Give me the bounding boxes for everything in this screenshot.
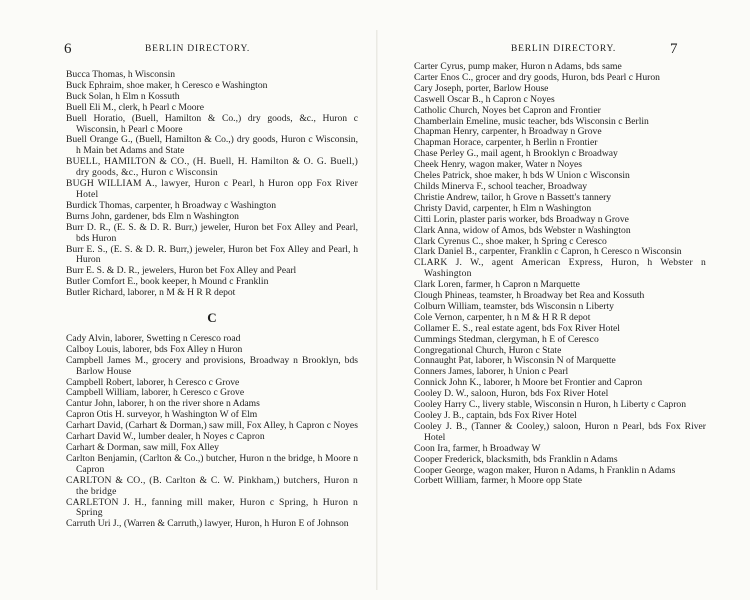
right-page (378, 0, 750, 600)
directory-entry: Chase Perley G., mail agent, h Brooklyn c Broadway (414, 148, 618, 160)
directory-entry: Carter Cyrus, pump maker, Huron n Adams, bds same (414, 61, 622, 72)
directory-entry: Christy David, carpenter, h Elm n Washington (414, 202, 592, 214)
directory-entry: Cooper George, wagon maker, Huron n Adams, h Franklin n Adams (414, 464, 676, 476)
directory-entry: Chapman Henry, carpenter, h Broadway n Grove (414, 126, 602, 138)
directory-entry: Carhart David, (Carhart & Dorman,) saw mill, Fox Alley, h Capron c Noyes (66, 420, 358, 432)
directory-entry: Cooley D. W., saloon, Huron, bds Fox River Hotel (414, 388, 609, 400)
directory-entry: Cole Vernon, carpenter, h n M & H R R depot (414, 311, 591, 323)
directory-entry: Carhart David W., lumber dealer, h Noyes c Capron (66, 431, 265, 443)
running-head: BERLIN DIRECTORY. (145, 44, 251, 54)
directory-entry: Coon Ira, farmer, h Broadway W (414, 442, 541, 454)
directory-entry: CLARK J. W., agent American Express, Huron, h Webster n Washington (414, 257, 706, 280)
page-number: 6 (64, 41, 72, 57)
directory-entry: BUELL, HAMILTON & CO., (H. Buell, H. Hamilton & O. G. Buell,) dry goods, &c., Huron c Wisconsin (66, 156, 358, 179)
directory-entry: Congregational Church, Huron c State (414, 344, 562, 356)
directory-entry: Burdick Thomas, carpenter, h Broadway c Washington (66, 199, 277, 211)
directory-entry: Connick John K., laborer, h Moore bet Frontier and Capron (414, 377, 643, 389)
directory-entry: Burr D. R., (E. S. & D. R. Burr,) jeweler, Huron bet Fox Alley and Pearl, bds Huron (66, 221, 358, 244)
directory-entry: Cary Joseph, porter, Barlow House (414, 82, 549, 94)
directory-entry: Cantur John, laborer, h on the river shore n Adams (66, 398, 260, 410)
directory-entry: Caswell Oscar B., h Capron c Noyes (414, 93, 555, 105)
directory-entry: Clark Anna, widow of Amos, bds Webster n Washington (414, 224, 631, 236)
directory-entry: Cheles Patrick, shoe maker, h bds W Union c Wisconsin (414, 170, 630, 182)
directory-entry: Campbell William, laborer, h Ceresco c Grove (66, 387, 245, 399)
directory-entry: Catholic Church, Noyes bet Capron and Frontier (414, 104, 601, 116)
directory-entry: Burns John, gardener, bds Elm n Washington (66, 210, 239, 222)
directory-entry: Childs Minerva F., school teacher, Broadway (414, 180, 588, 192)
directory-entry: Clark Loren, farmer, h Capron n Marquette (414, 279, 580, 291)
directory-entry: Connaught Pat, laborer, h Wisconsin N of Marquette (414, 355, 616, 367)
directory-entry: Cooper Frederick, blacksmith, bds Franklin n Adams (414, 453, 618, 465)
directory-entry: Collamer E. S., real estate agent, bds Fox River Hotel (414, 322, 620, 334)
directory-entry: Buell Eli M., clerk, h Pearl c Moore (66, 101, 205, 113)
directory-entry: Butler Richard, laborer, n M & H R R depot (66, 287, 236, 299)
directory-entry: Clark Daniel B., carpenter, Franklin c Capron, h Ceresco n Wisconsin (414, 246, 682, 258)
directory-entry: Cooley J. B., (Tanner & Cooley,) saloon, Huron n Pearl, bds Fox River Hotel (414, 420, 706, 443)
directory-entry: Carruth Uri J., (Warren & Carruth,) lawyer, Huron, h Huron E of Johnson (66, 518, 349, 530)
directory-entry: Clark Cyrenus C., shoe maker, h Spring c Ceresco (414, 235, 607, 247)
directory-entry: Bucca Thomas, h Wisconsin (66, 69, 176, 80)
directory-entry: Butler Comfort E., book keeper, h Mound c Franklin (66, 276, 269, 288)
directory-entry: Citti Lorin, plaster paris worker, bds Broadway n Grove (414, 213, 629, 225)
directory-entry: Carhart & Dorman, saw mill, Fox Alley (66, 442, 219, 453)
directory-entry: Campbell Robert, laborer, h Ceresco c Grove (66, 376, 240, 388)
directory-entry: Chapman Horace, carpenter, h Berlin n Frontier (414, 137, 598, 149)
directory-entry: Burr E. S., (E. S. & D. R. Burr,) jeweler, Huron bet Fox Alley and Pearl, h Huron (66, 243, 358, 266)
directory-entry: CARLETON J. H., fanning mill maker, Huron c Spring, h Huron n Spring (66, 496, 358, 519)
section-letter: C (207, 310, 217, 326)
directory-entry: Carlton Benjamin, (Carlton & Co.,) butcher, Huron n the bridge, h Moore n Capron (66, 452, 358, 475)
directory-entry: Cooley Harry C., livery stable, Wisconsin n Huron, h Liberty c Capron (414, 399, 687, 411)
directory-entry: Cheek Henry, wagon maker, Water n Noyes (414, 159, 583, 171)
directory-column-b (66, 70, 358, 530)
page-number: 7 (670, 41, 678, 57)
directory-entry: Carter Enos C., grocer and dry goods, Huron, bds Pearl c Huron (414, 71, 660, 83)
directory-column-c (414, 62, 706, 487)
directory-entry: Buell Horatio, (Buell, Hamilton & Co.,) dry goods, &c., Huron c Wisconsin, h Pearl c Moore (66, 112, 358, 135)
running-head: BERLIN DIRECTORY. (511, 44, 617, 54)
directory-entry: Cummings Stedman, clergyman, h E of Ceresco (414, 333, 599, 345)
directory-entry: Cady Alvin, laborer, Swetting n Ceresco road (66, 332, 241, 344)
directory-entry: Buck Ephraim, shoe maker, h Ceresco e Washington (66, 79, 268, 91)
directory-entry: Colburn William, teamster, bds Wisconsin n Liberty (414, 300, 614, 312)
directory-entry: Cooley J. B., captain, bds Fox River Hotel (414, 410, 577, 421)
directory-entry: Campbell James M., grocery and provisions, Broadway n Brooklyn, bds Barlow House (66, 354, 358, 377)
directory-entry: Buell Orange G., (Buell, Hamilton & Co.,) dry goods, Huron c Wisconsin, h Main bet Adams and State (66, 134, 358, 157)
directory-entry: Chamberlain Emeline, music teacher, bds Wisconsin c Berlin (414, 115, 649, 127)
directory-entry: Calboy Louis, laborer, bds Fox Alley n Huron (66, 343, 243, 355)
directory-entry: Corbett William, farmer, h Moore opp State (414, 475, 582, 487)
directory-entry: CARLTON & CO., (B. Carlton & C. W. Pinkham,) butchers, Huron n the bridge (66, 474, 358, 497)
directory-entry: Clough Phineas, teamster, h Broadway bet Rea and Kossuth (414, 290, 645, 302)
directory-entry: Capron Otis H. surveyor, h Washington W of Elm (66, 409, 258, 421)
directory-entry: Buck Solan, h Elm n Kossuth (66, 90, 180, 102)
directory-entry: BUGH WILLIAM A., lawyer, Huron c Pearl, h Huron opp Fox River Hotel (66, 178, 358, 200)
directory-entry: Conners James, laborer, h Union c Pearl (414, 366, 569, 378)
directory-entry: Burr E. S. & D. R., jewelers, Huron bet Fox Alley and Pearl (66, 265, 297, 277)
directory-entry: Christie Andrew, tailor, h Grove n Bassett's tannery (414, 191, 612, 203)
